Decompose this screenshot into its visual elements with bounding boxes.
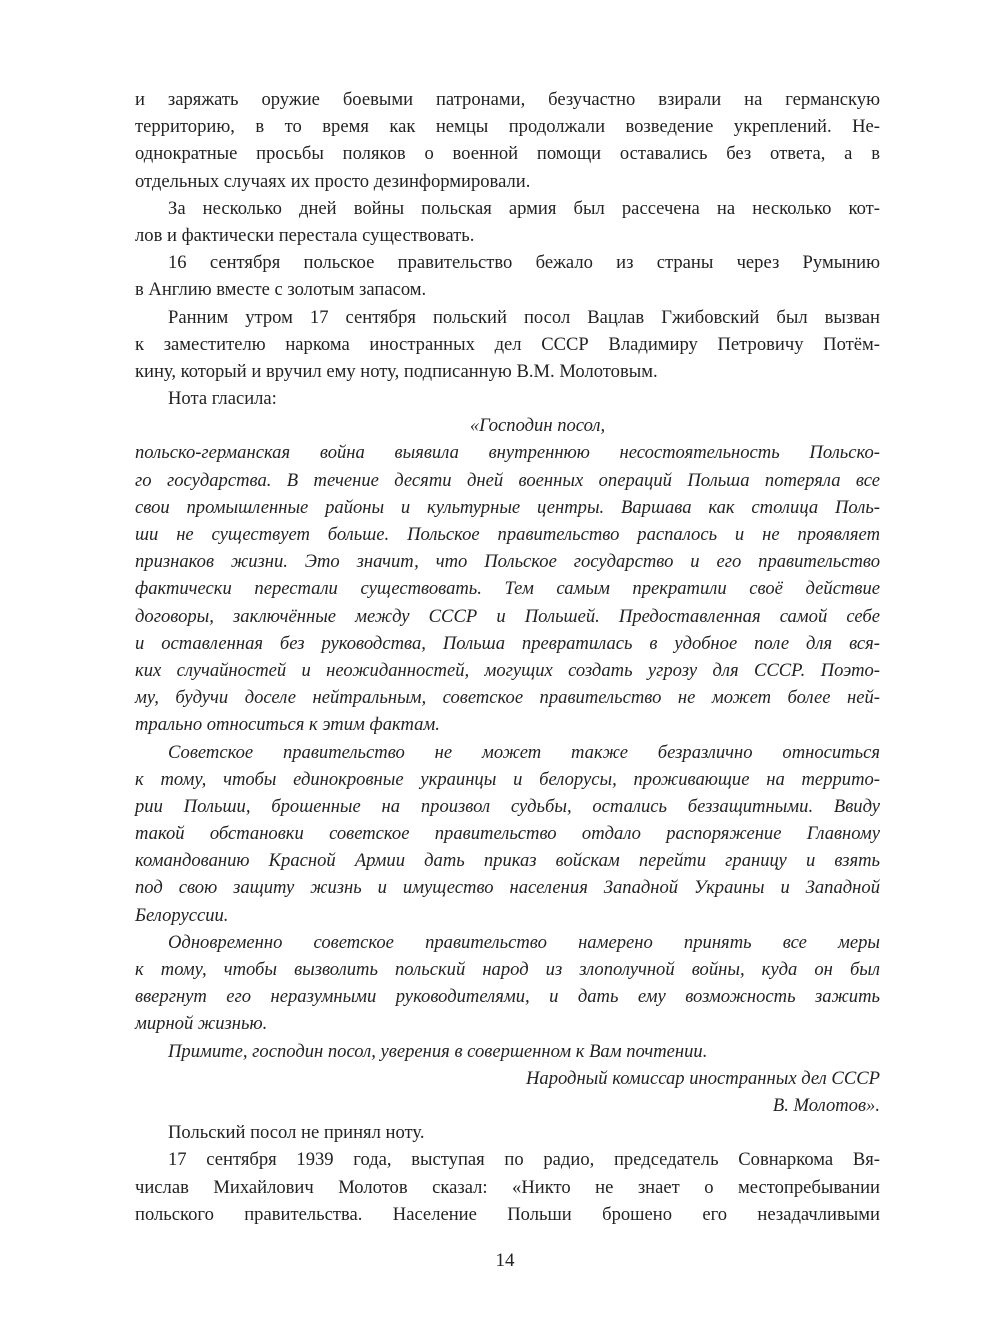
text-line: командованию Красной Армии дать приказ войскам перейти границу и взять bbox=[135, 850, 880, 872]
text-line: Одновременно советское правительство намерено принять все меры bbox=[168, 931, 880, 953]
text-line: кину, который и вручил ему ноту, подписанную В.М. Молотовым. bbox=[135, 360, 658, 382]
text-line: договоры, заключённые между СССР и Польшей. Предоставленная самой себе bbox=[135, 605, 880, 627]
text-line: под свою защиту жизнь и имущество населения Западной Украины и Западной bbox=[135, 877, 880, 899]
text-line: трально относиться к этим фактам. bbox=[135, 714, 440, 736]
document-body bbox=[135, 86, 880, 1228]
text-line: 16 сентября польское правительство бежало из страны через Румынию bbox=[168, 252, 880, 274]
text-line: территорию, в то время как немцы продолжали возведение укреплений. Не- bbox=[135, 116, 880, 138]
text-line: однократные просьбы поляков о военной помощи оставались без ответа, а в bbox=[135, 143, 880, 165]
text-line: в Англию вместе с золотым запасом. bbox=[135, 279, 427, 301]
text-line: Примите, господин посол, уверения в совершенном к Вам почтении. bbox=[168, 1040, 708, 1062]
text-line: к тому, чтобы единокровные украинцы и белорусы, проживающие на террито- bbox=[135, 768, 880, 790]
text-line: и заряжать оружие боевыми патронами, безучастно взирали на германскую bbox=[135, 89, 880, 110]
text-line: Ранним утром 17 сентября польский посол Вацлав Гжибовский был вызван bbox=[168, 306, 880, 328]
text-line: ких случайностей и неожиданностей, могущих создать угрозу для СССР. Поэто- bbox=[135, 659, 880, 681]
text-line: Польский посол не принял ноту. bbox=[168, 1122, 425, 1144]
text-line: ши не существует больше. Польское правительство распалось и не проявляет bbox=[135, 524, 880, 545]
text-line: го государства. В течение десяти дней военных операций Польша потеряла все bbox=[135, 469, 880, 491]
text-line: польского правительства. Население Польши брошено его незадачливыми bbox=[135, 1203, 880, 1225]
text-line: и оставленная без руководства, Польша превратилась в удобное поле для вся- bbox=[135, 632, 880, 654]
text-line: За несколько дней войны польская армия был рассечена на несколько кот- bbox=[168, 197, 880, 219]
text-line: к тому, чтобы вызволить польский народ из злополучной войны, куда он был bbox=[135, 959, 880, 980]
page-number: 14 bbox=[495, 1250, 515, 1271]
text-line: к заместителю наркома иностранных дел СССР Владимиру Петровичу Потём- bbox=[135, 333, 880, 355]
text-line: лов и фактически перестала существовать. bbox=[135, 224, 475, 246]
text-line: Народный комиссар иностранных дел СССР bbox=[525, 1067, 880, 1089]
text-line: 17 сентября 1939 года, выступая по радио, председатель Совнаркома Вя- bbox=[168, 1149, 880, 1171]
text-line: свои промышленные районы и культурные центры. Варшава как столица Поль- bbox=[135, 496, 880, 518]
text-line: «Господин посол, bbox=[469, 415, 606, 437]
text-line: числав Михайлович Молотов сказал: «Никто не знает о местопребывании bbox=[135, 1176, 880, 1198]
text-line: му, будучи доселе нейтральным, советское правительство не может более ней- bbox=[135, 687, 880, 709]
text-line: признаков жизни. Это значит, что Польское государство и его правительство bbox=[135, 551, 880, 573]
text-line: отдельных случаях их просто дезинформировали. bbox=[135, 170, 531, 192]
text-line: ввергнут его неразумными руководителями, и дать ему возможность зажить bbox=[135, 986, 880, 1008]
text-line: Белоруссии. bbox=[135, 904, 229, 926]
text-line: Советское правительство не может также безразлично относиться bbox=[168, 741, 880, 763]
text-line: такой обстановки советское правительство отдало распоряжение Главному bbox=[135, 823, 880, 845]
text-line: польско-германская война выявила внутреннюю несостоятельность Польско- bbox=[135, 442, 880, 464]
text-line: В. Молотов». bbox=[772, 1094, 880, 1116]
text-line: Нота гласила: bbox=[168, 388, 277, 410]
text-line: фактически перестали существовать. Тем самым прекратили своё действие bbox=[135, 578, 880, 600]
text-line: рии Польши, брошенные на произвол судьбы, остались беззащитными. Ввиду bbox=[135, 795, 880, 817]
text-line: мирной жизнью. bbox=[135, 1013, 268, 1035]
